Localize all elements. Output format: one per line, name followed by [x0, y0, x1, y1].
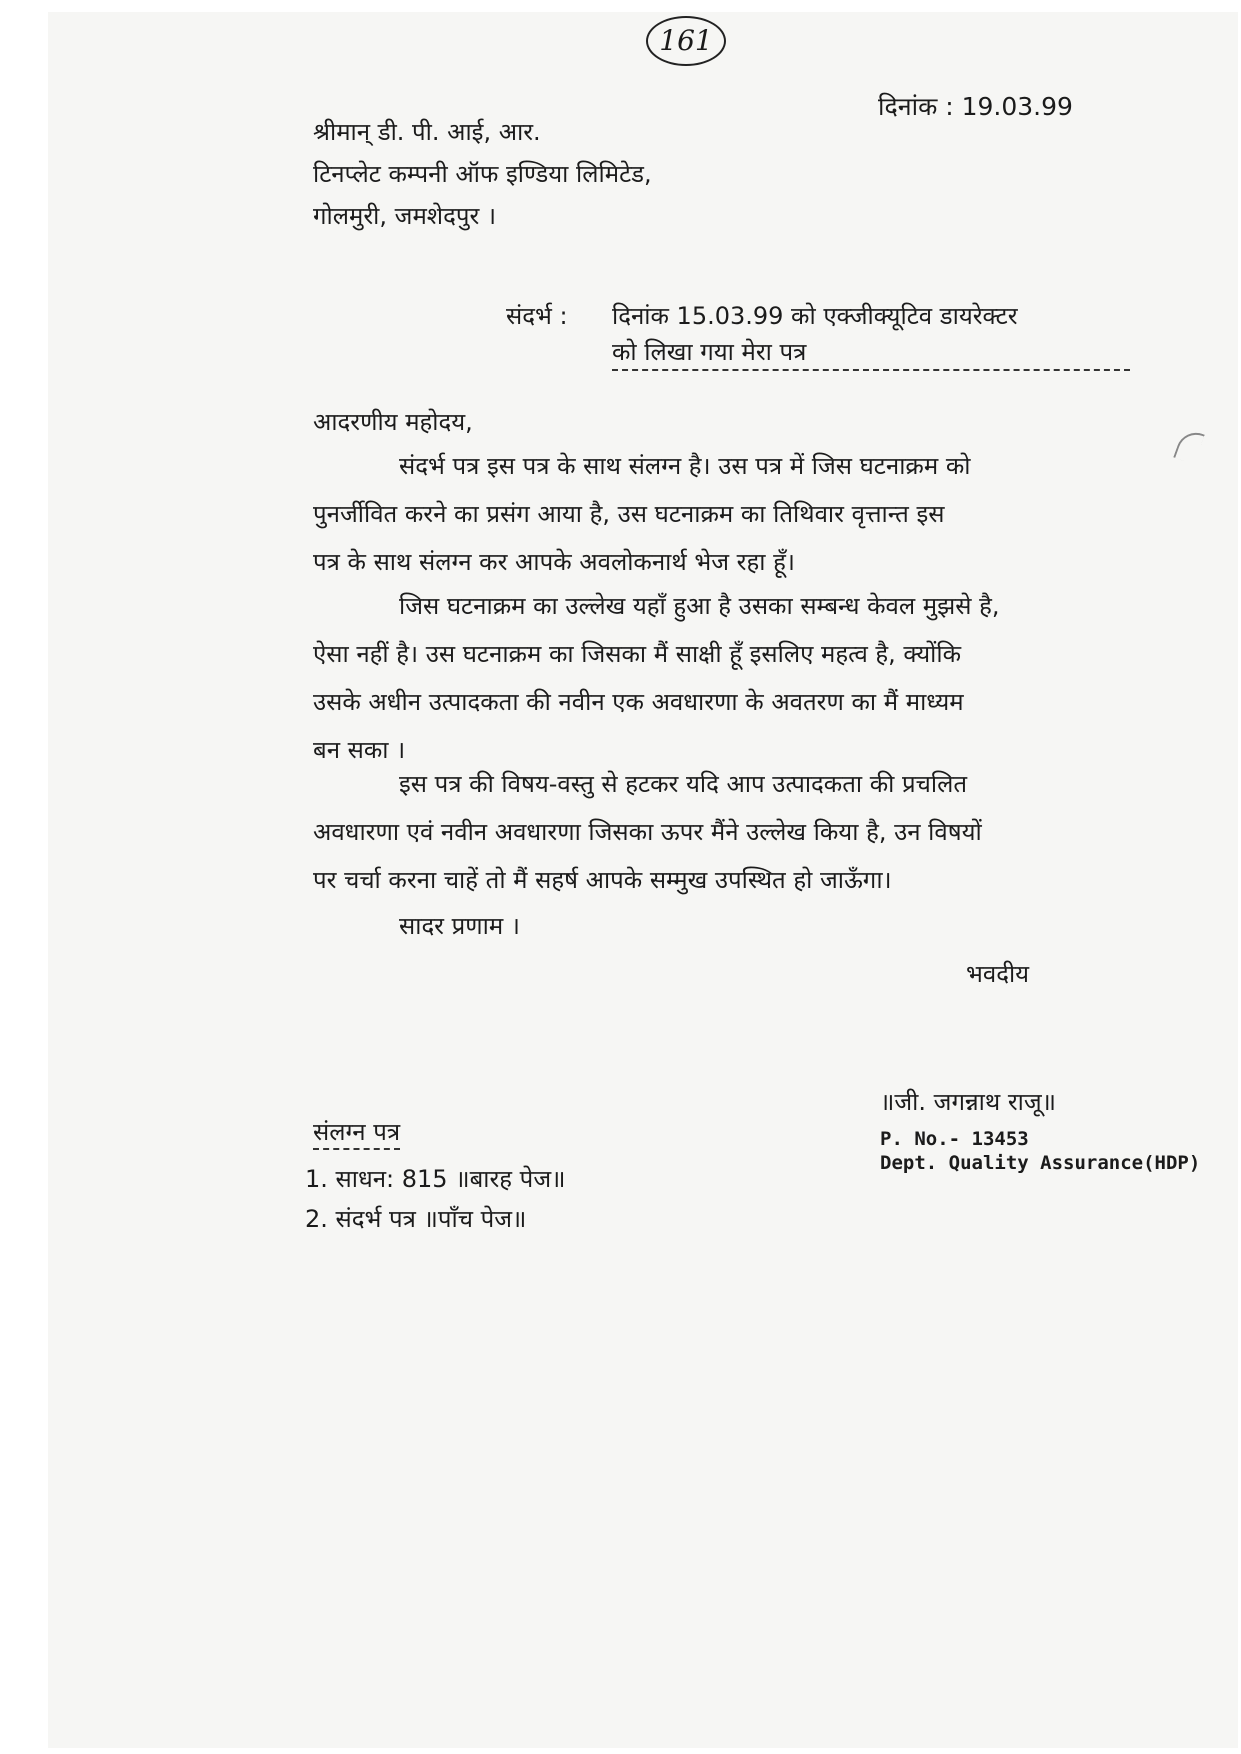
reference-line-1: दिनांक 15.03.99 को एक्जीक्यूटिव डायरेक्टर — [612, 302, 1018, 330]
valediction: भवदीय — [966, 960, 1030, 988]
recipient-line-3: गोलमुरी, जमशेदपुर । — [313, 202, 497, 230]
recipient-line-1: श्रीमान् डी. पी. आई, आर. — [313, 118, 541, 146]
enclosures-title — [313, 1118, 400, 1147]
paragraph-3 — [313, 760, 1193, 904]
reference-line-2-text: को लिखा गया मेरा पत्र — [612, 338, 1130, 371]
paragraph-2 — [313, 582, 1193, 774]
paragraph-3-line-3: पर चर्चा करना चाहें तो मैं सहर्ष आपके सम्मुख उपस्थित हो जाऊँगा। — [313, 866, 892, 894]
enclosure-item: 1. साधन: 815 ॥बारह पेज॥ — [305, 1165, 566, 1193]
signatory-name: ॥जी. जगन्नाथ राजू॥ — [880, 1088, 1057, 1116]
reference-line-2 — [612, 338, 1130, 371]
department: Dept. Quality Assurance(HDP) — [880, 1152, 1201, 1174]
personal-number: P. No.- 13453 — [880, 1128, 1029, 1150]
paragraph-2-line-2: ऐसा नहीं है। उस घटनाक्रम का जिसका मैं साक्षी हूँ इसलिए महत्व है, क्योंकि — [313, 640, 962, 668]
paragraph-1-line-3: पत्र के साथ संलग्न कर आपके अवलोकनार्थ भेज रहा हूँ। — [313, 548, 795, 576]
paragraph-1 — [313, 442, 1193, 586]
enclosure-item: 2. संदर्भ पत्र ॥पाँच पेज॥ — [305, 1205, 527, 1233]
reference-label: संदर्भ : — [506, 302, 568, 330]
salutation: आदरणीय महोदय, — [313, 408, 473, 436]
paragraph-2-line-1: जिस घटनाक्रम का उल्लेख यहाँ हुआ है उसका सम्बन्ध केवल मुझसे है, — [399, 592, 1000, 620]
closing-greeting: सादर प्रणाम । — [399, 912, 520, 940]
paragraph-2-line-4: बन सका । — [313, 736, 406, 764]
paragraph-2-line-3: उसके अधीन उत्पादकता की नवीन एक अवधारणा के अवतरण का मैं माध्यम — [313, 688, 964, 716]
paragraph-3-line-2: अवधारणा एवं नवीन अवधारणा जिसका ऊपर मैंने उल्लेख किया है, उन विषयों — [313, 818, 982, 846]
paragraph-1-line-1: संदर्भ पत्र इस पत्र के साथ संलग्न है। उस पत्र में जिस घटनाक्रम को — [399, 452, 971, 480]
enclosures-title-text: संलग्न पत्र — [313, 1118, 400, 1150]
letter-date: दिनांक : 19.03.99 — [878, 92, 1073, 121]
recipient-line-2: टिनप्लेट कम्पनी ऑफ इण्डिया लिमिटेड, — [313, 160, 652, 188]
paragraph-3-line-1: इस पत्र की विषय-वस्तु से हटकर यदि आप उत्पादकता की प्रचलित — [399, 770, 968, 798]
paragraph-1-line-2: पुनर्जीवित करने का प्रसंग आया है, उस घटनाक्रम का तिथिवार वृत्तान्त इस — [313, 500, 945, 528]
page-number: 161 — [646, 16, 726, 66]
